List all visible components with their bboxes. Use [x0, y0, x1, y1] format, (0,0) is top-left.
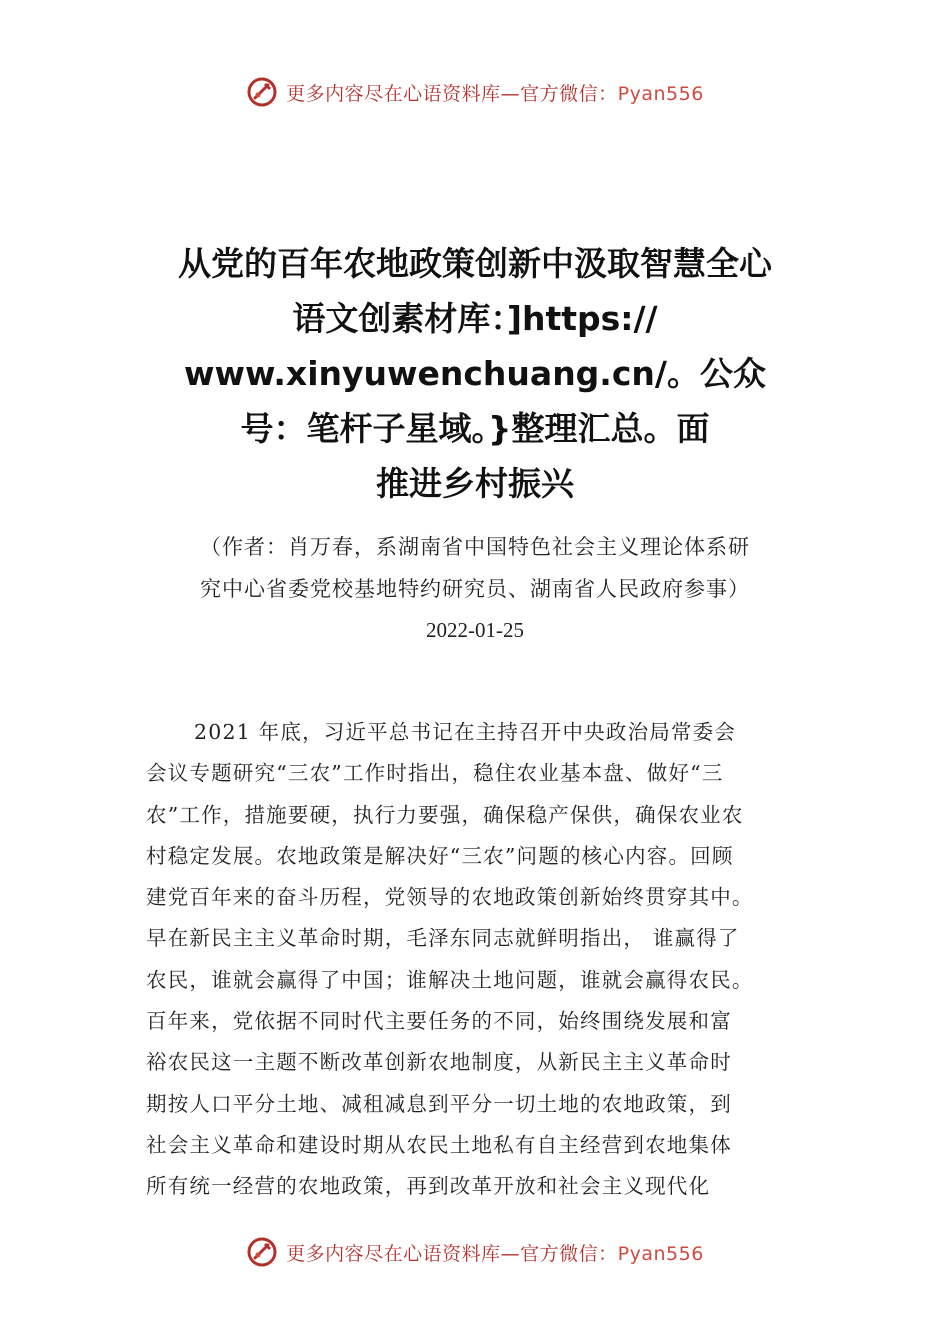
brand-logo-icon — [246, 1236, 278, 1268]
publish-date: 2022-01-25 — [426, 618, 524, 642]
body-line: 社会主义革命和建设时期从农民土地私有自主经营到农地集体 — [146, 1132, 732, 1157]
body-line: 农民，谁就会赢得了中国；谁解决土地问题，谁就会赢得农民。 — [146, 967, 754, 992]
banner-label — [286, 79, 704, 106]
banner-text: 更多内容尽在心语资料库—官方微信： — [286, 82, 618, 105]
banner-text: 更多内容尽在心语资料库—官方微信： — [286, 1242, 618, 1265]
title-line: 号：笔杆子星域。}整理汇总。面 — [240, 409, 710, 448]
title-line: 语文创素材库：]https:// — [292, 299, 658, 338]
author-info — [130, 526, 820, 610]
banner-label — [286, 1239, 704, 1266]
document-title — [120, 236, 830, 511]
body-line: 百年来，党依据不同时代主要任务的不同，始终围绕发展和富 — [146, 1009, 732, 1034]
body-line: 所有统一经营的农地政策，再到改革开放和社会主义现代化 — [146, 1174, 711, 1199]
body-line: 农”工作，措施要硬，执行力要强，确保稳产保供，确保农业农 — [146, 802, 744, 827]
title-line: 推进乡村振兴 — [376, 464, 574, 503]
body-line: 裕农民这一主题不断改革创新农地制度，从新民主主义革命时 — [146, 1050, 732, 1075]
title-line: 从党的百年农地政策创新中汲取智慧全心 — [178, 244, 772, 283]
title-line: www.xinyuwenchuang.cn/。公众 — [184, 354, 766, 393]
body-line: 早在新民主主义革命时期，毛泽东同志就鲜明指出， 谁赢得了 — [146, 926, 740, 951]
author-line: （作者：肖万春，系湖南省中国特色社会主义理论体系研 — [200, 535, 750, 559]
footer-banner — [0, 1232, 950, 1272]
body-line: 2021 年底，习近平总书记在主持召开中央政治局常委会 — [194, 720, 737, 744]
banner-wechat-id: Pyan556 — [617, 1242, 704, 1265]
author-line: 究中心省委党校基地特约研究员、湖南省人民政府参事） — [200, 577, 750, 601]
body-line: 会议专题研究“三农”工作时指出，稳住农业基本盘、做好“三 — [146, 761, 724, 786]
body-line: 村稳定发展。农地政策是解决好“三农”问题的核心内容。回顾 — [146, 843, 734, 868]
body-line: 建党百年来的奋斗历程，党领导的农地政策创新始终贯穿其中。 — [146, 885, 754, 910]
banner-wechat-id: Pyan556 — [617, 82, 704, 105]
body-line: 期按人口平分土地、减租减息到平分一切土地的农地政策，到 — [146, 1091, 732, 1116]
article-body — [146, 712, 826, 1208]
header-banner — [0, 72, 950, 112]
brand-logo-icon — [246, 76, 278, 108]
